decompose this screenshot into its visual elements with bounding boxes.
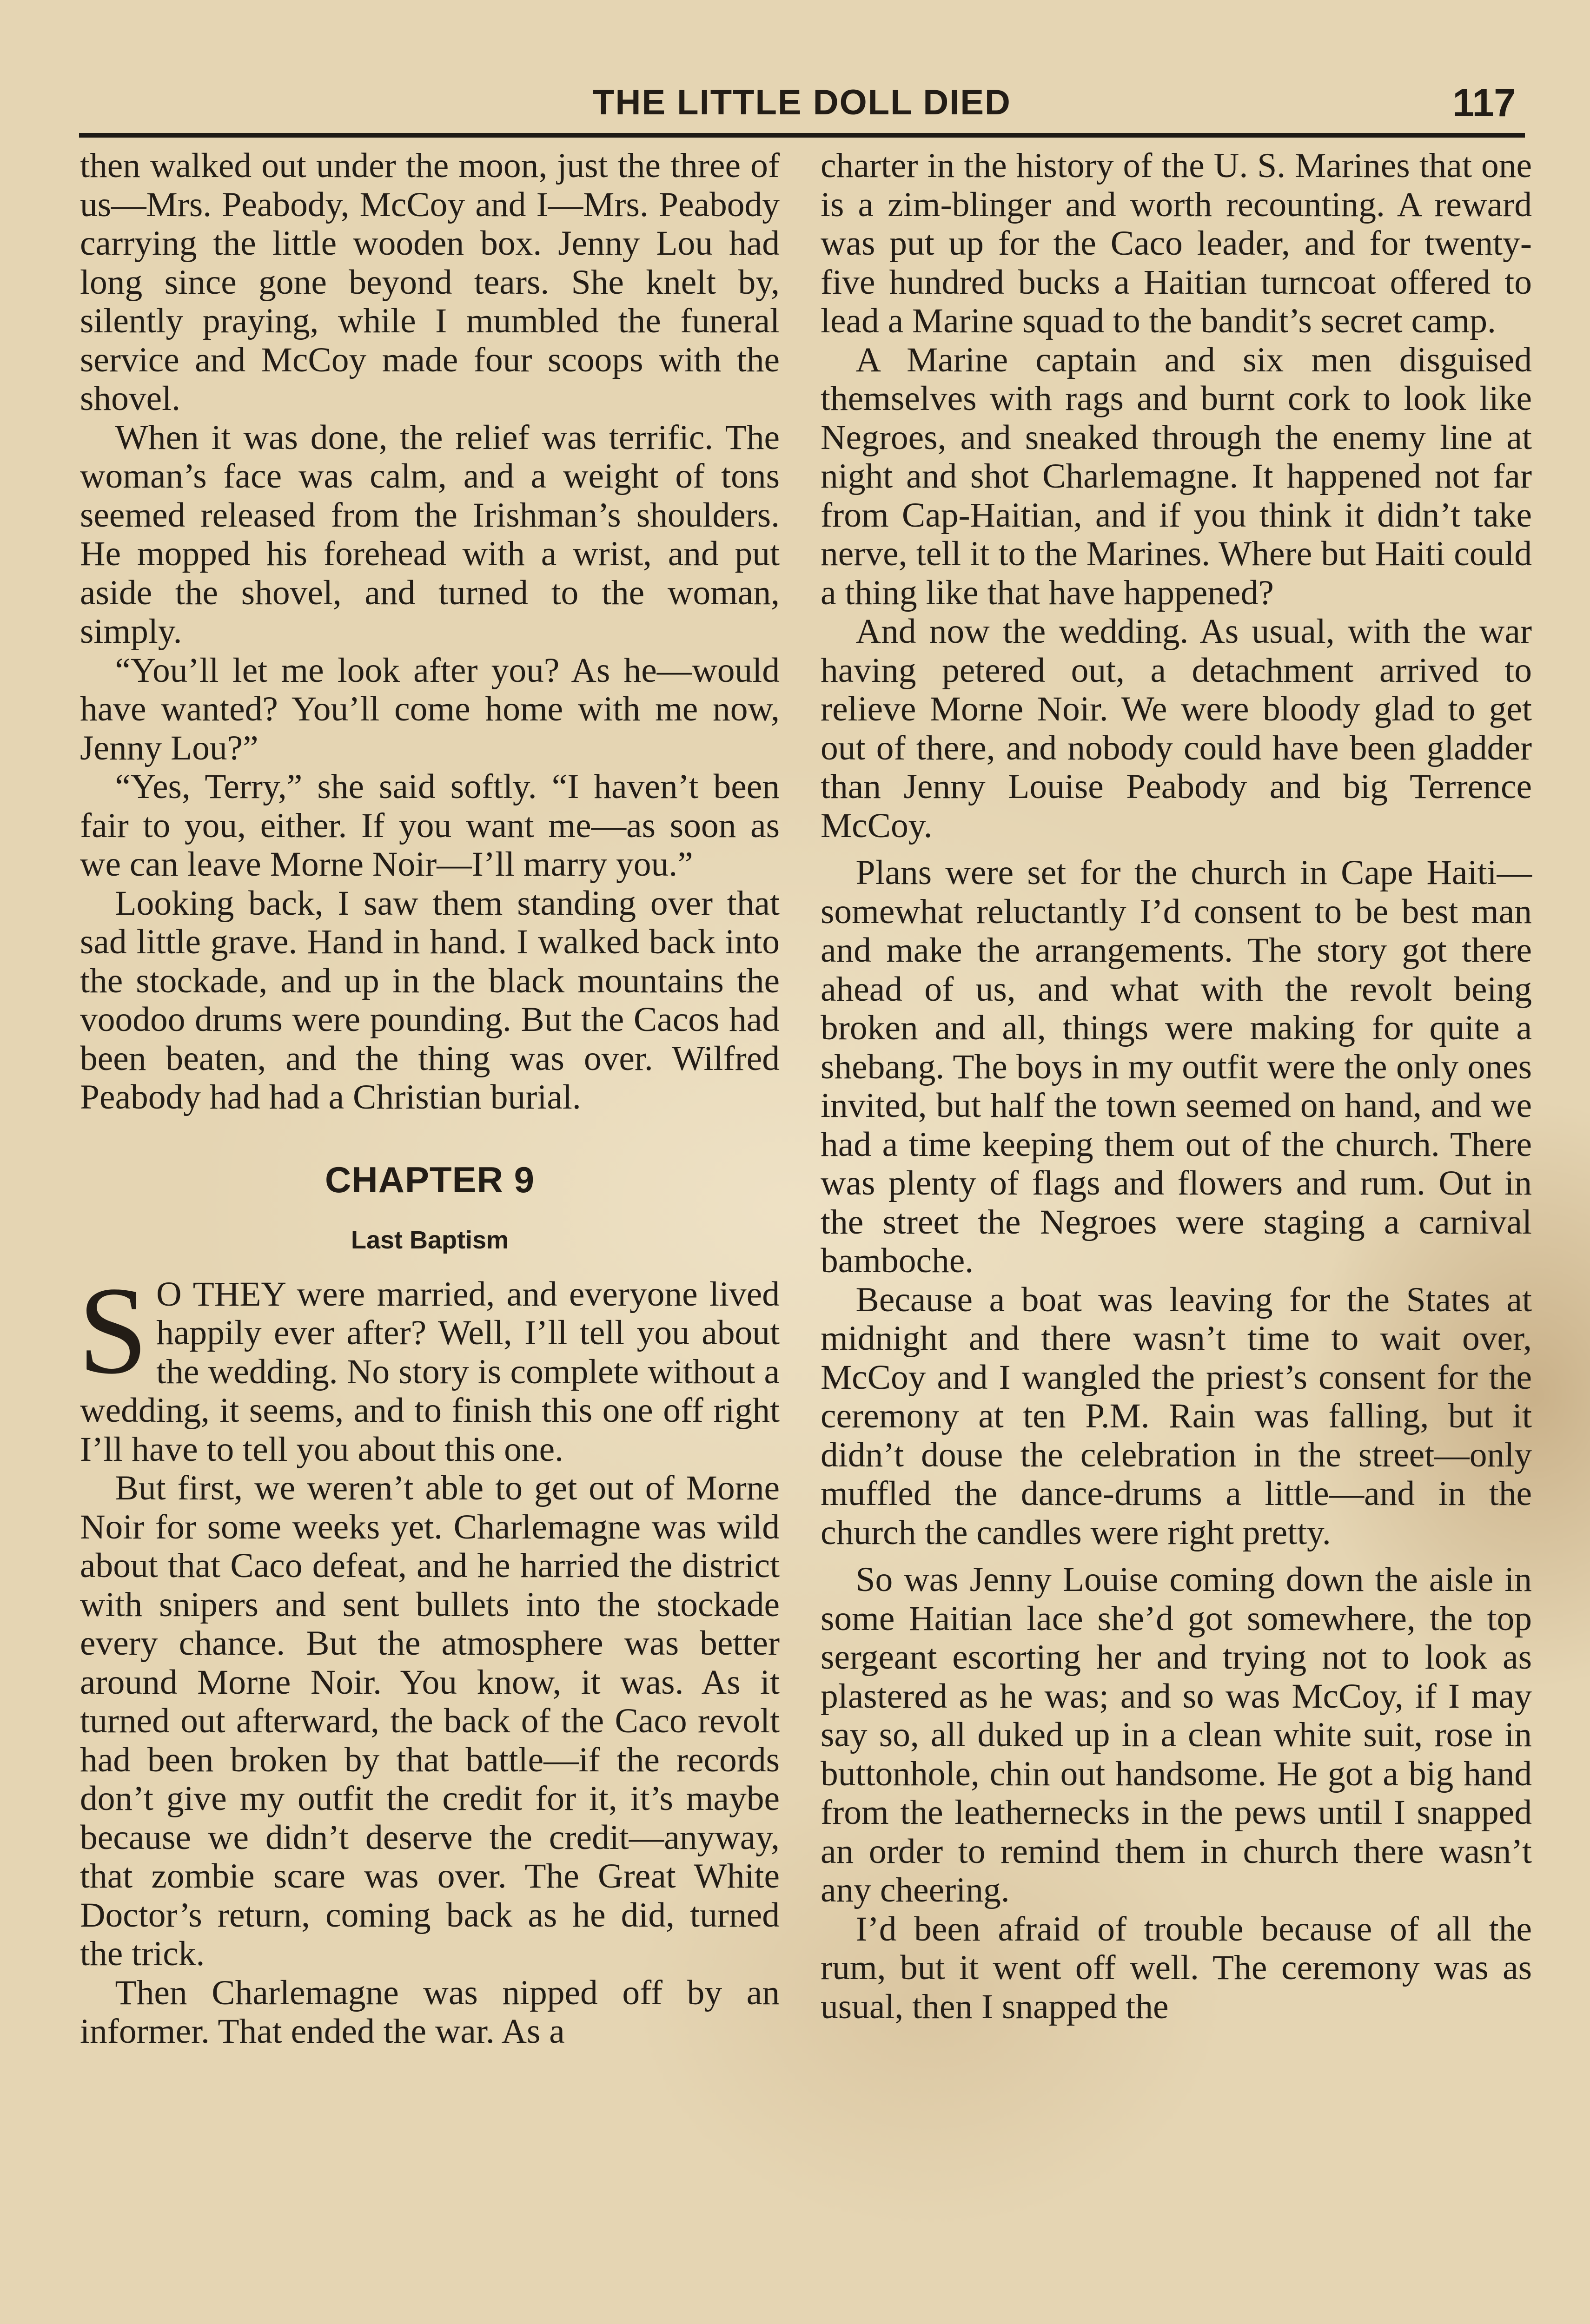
page-number: 117	[1452, 81, 1516, 125]
paragraph: So was Jenny Louise coming down the aisle in some Haitian lace she’d got somewhere, the top sergeant escorting her and trying not to look as plastered as he was; and so was McCoy, if I may say so, all duked up in a clean white suit, rose in buttonhole, chin out handsome. He got a big hand from the leathernecks in the pews until I snapped an order to remind them in church there wasn’t any cheering.	[821, 1560, 1532, 1909]
chapter-opening-paragraph	[78, 1261, 780, 1469]
paragraph: Plans were set for the church in Cape Haiti—somewhat reluctantly I’d consent to be best man and make the arrangements. The story got there ahead of us, and what with the revolt being broken and all, things were making for quite a shebang. The boys in my outfit were the only ones invited, but half the town seemed on hand, and we had a time keeping them out of the church. There was plenty of flags and flowers and rum. Out in the street the Negroes were staging a carnival bamboche.	[821, 853, 1532, 1280]
chapter-title: CHAPTER 9	[325, 1159, 535, 1200]
header-rule	[79, 133, 1525, 138]
paragraph: “Yes, Terry,” she said softly. “I haven’t been fair to you, either. If you want me—as soon as we can leave Morne Noir—I’ll marry you.”	[80, 767, 780, 884]
paragraph: I’d been afraid of trouble because of all the rum, but it went off well. The ceremony was as usual, then I snapped the	[821, 1909, 1532, 2026]
paragraph: But first, we weren’t able to get out of Morne Noir for some weeks yet. Charlemagne was wild about that Caco defeat, and he harried the district with snipers and sent bullets into the stockade every chance. But the atmosphere was better around Morne Noir. You know, it was. As it turned out afterward, the back of the Caco revolt had been broken by that battle—if the records don’t give my outfit the credit for it, it’s maybe because we didn’t deserve the credit—anyway, that zombie scare was over. The Great White Doctor’s return, coming back as he did, turned the trick.	[80, 1469, 780, 1973]
paragraph: then walked out under the moon, just the three of us—Mrs. Peabody, McCoy and I—Mrs. Peabody carrying the little wooden box. Jenny Lou had long since gone beyond tears. She knelt by, silently praying, while I mumbled the funeral service and McCoy made four scoops with the shovel.	[80, 146, 780, 418]
paragraph: Looking back, I saw them standing over that sad little grave. Hand in hand. I walked back into the stockade, and up in the black mountains the voodoo drums were pounding. But the Cacos had been beaten, and the thing was over. Wilfred Peabody had had a Christian burial.	[80, 884, 780, 1116]
running-title: THE LITTLE DOLL DIED	[593, 83, 1011, 122]
paragraph: Because a boat was leaving for the States at midnight and there wasn’t time to wait over, McCoy and I wangled the priest’s consent for the ceremony at ten P.M. Rain was falling, but it didn’t douse the celebration in the street—only muffled the dance-drums a little—and in the church the candles were right pretty.	[821, 1280, 1532, 1552]
paragraph: Then Charlemagne was nipped off by an informer. That ended the war. As a	[80, 1973, 780, 2051]
paragraph: And now the wedding. As usual, with the war having petered out, a detachment arrived to relieve Morne Noir. We were bloody glad to get out of there, and nobody could have been gladder than Jenny Louise Peabody and big Terrence McCoy.	[821, 612, 1532, 845]
right-column	[821, 146, 1532, 2026]
paragraph: When it was done, the relief was terrific. The woman’s face was calm, and a weight of tons seemed released from the Irishman’s shoulders. He mopped his forehead with a wrist, and put aside the shovel, and turned to the woman, simply.	[80, 418, 780, 651]
paragraph: “You’ll let me look after you? As he—would have wanted? You’ll come home with me now, Jenny Lou?”	[80, 651, 780, 767]
left-column	[80, 146, 780, 2051]
paragraph: A Marine captain and six men disguised themselves with rags and burnt cork to look like Negroes, and sneaked through the enemy line at night and shot Charlemagne. It happened not far from Cap-Haitian, and if you think it didn’t take nerve, tell it to the Marines. Where but Haiti could a thing like that have happened?	[821, 340, 1532, 612]
paragraph: charter in the history of the U. S. Marines that one is a zim-blinger and worth recounting. A reward was put up for the Caco leader, and for twenty-five hundred bucks a Haitian turncoat offered to lead a Marine squad to the bandit’s secret camp.	[821, 146, 1532, 340]
opening-text: O THEY were married, and everyone lived happily ever after? Well, I’ll tell you about the wedding. No story is complete without a wedding, it seems, and to finish this one off right I’ll have to tell you about this one.	[80, 1274, 780, 1469]
drop-cap: S	[78, 1261, 148, 1400]
page-header	[79, 77, 1525, 128]
chapter-subtitle: Last Baptism	[351, 1226, 509, 1254]
